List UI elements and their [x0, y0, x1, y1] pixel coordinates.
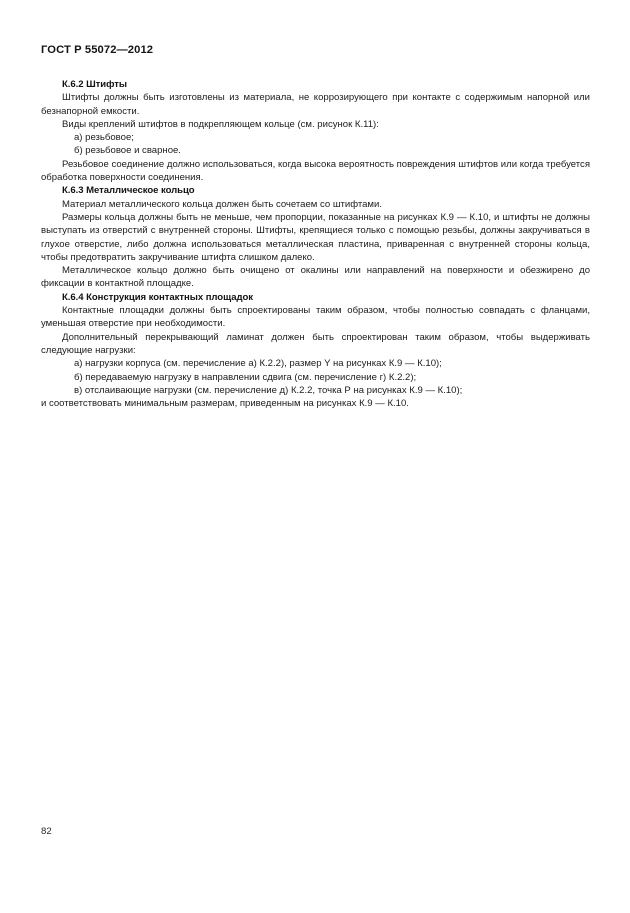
section-heading-k-6-2: К.6.2 Штифты: [62, 79, 127, 90]
list-item: б) резьбовое и сварное.: [74, 145, 181, 157]
paragraph: Металлическое кольцо должно быть очищено от окалины или направлений на поверхности и обезжирено до фиксации в контактной площадке.: [41, 265, 590, 290]
list-item: а) резьбовое;: [74, 132, 134, 144]
paragraph: Резьбовое соединение должно использоваться, когда высока вероятность повреждения штифтов или когда требуется обработка поверхности соединения.: [41, 158, 590, 184]
section-heading-k-6-4: К.6.4 Конструкция контактных площадок: [62, 291, 253, 303]
section-heading-k-6-3: К.6.3 Металлическое кольцо: [62, 185, 195, 197]
list-item: б) передаваемую нагрузку в направлении сдвига (см. перечисление г) К.2.2);: [74, 371, 417, 383]
paragraph: Дополнительный перекрывающий ламинат должен быть спроектирован таким образом, чтобы выдерживать следующие нагрузки:: [41, 331, 590, 356]
paragraph: Штифты должны быть изготовлены из материала, не коррозирующего при контакте с содержимым напорной или безнапорной емкости.: [41, 92, 590, 117]
paragraph: Материал металлического кольца должен быть сочетаем со штифтами.: [62, 198, 382, 210]
closing-line: и соответствовать минимальным размерам, приведенным на рисунках К.9 — К.10.: [41, 398, 409, 410]
list-item: в) отслаивающие нагрузки (см. перечисление д) К.2.2, точка Р на рисунках К.9 — К.10);: [74, 384, 463, 396]
page-number: 82: [41, 826, 52, 837]
paragraph: Размеры кольца должны быть не меньше, чем пропорции, показанные на рисунках К.9 — К.10, и штифты не должны выступать из отверстий с внутренней стороны. Штифты, крепящиеся только с помощью резьбы, должны закручиваться в глухое отверстие, либо должна использоваться металлическая пластина, приваренная с внутренней стороны кольца, чтобы предотвратить закручивание штифта слишком далеко.: [41, 211, 590, 263]
page-body: [41, 78, 590, 410]
paragraph: Контактные площадки должны быть спроектированы таким образом, чтобы полностью совпадать с фланцами, уменьшая отверстие при необходимости.: [41, 305, 590, 330]
standard-header: ГОСТ Р 55072—2012: [41, 44, 154, 56]
paragraph: Виды креплений штифтов в подкрепляющем кольце (см. рисунок К.11):: [62, 118, 379, 130]
list-item: а) нагрузки корпуса (см. перечисление а) К.2.2), размер Y на рисунках К.9 — К.10);: [74, 358, 442, 370]
